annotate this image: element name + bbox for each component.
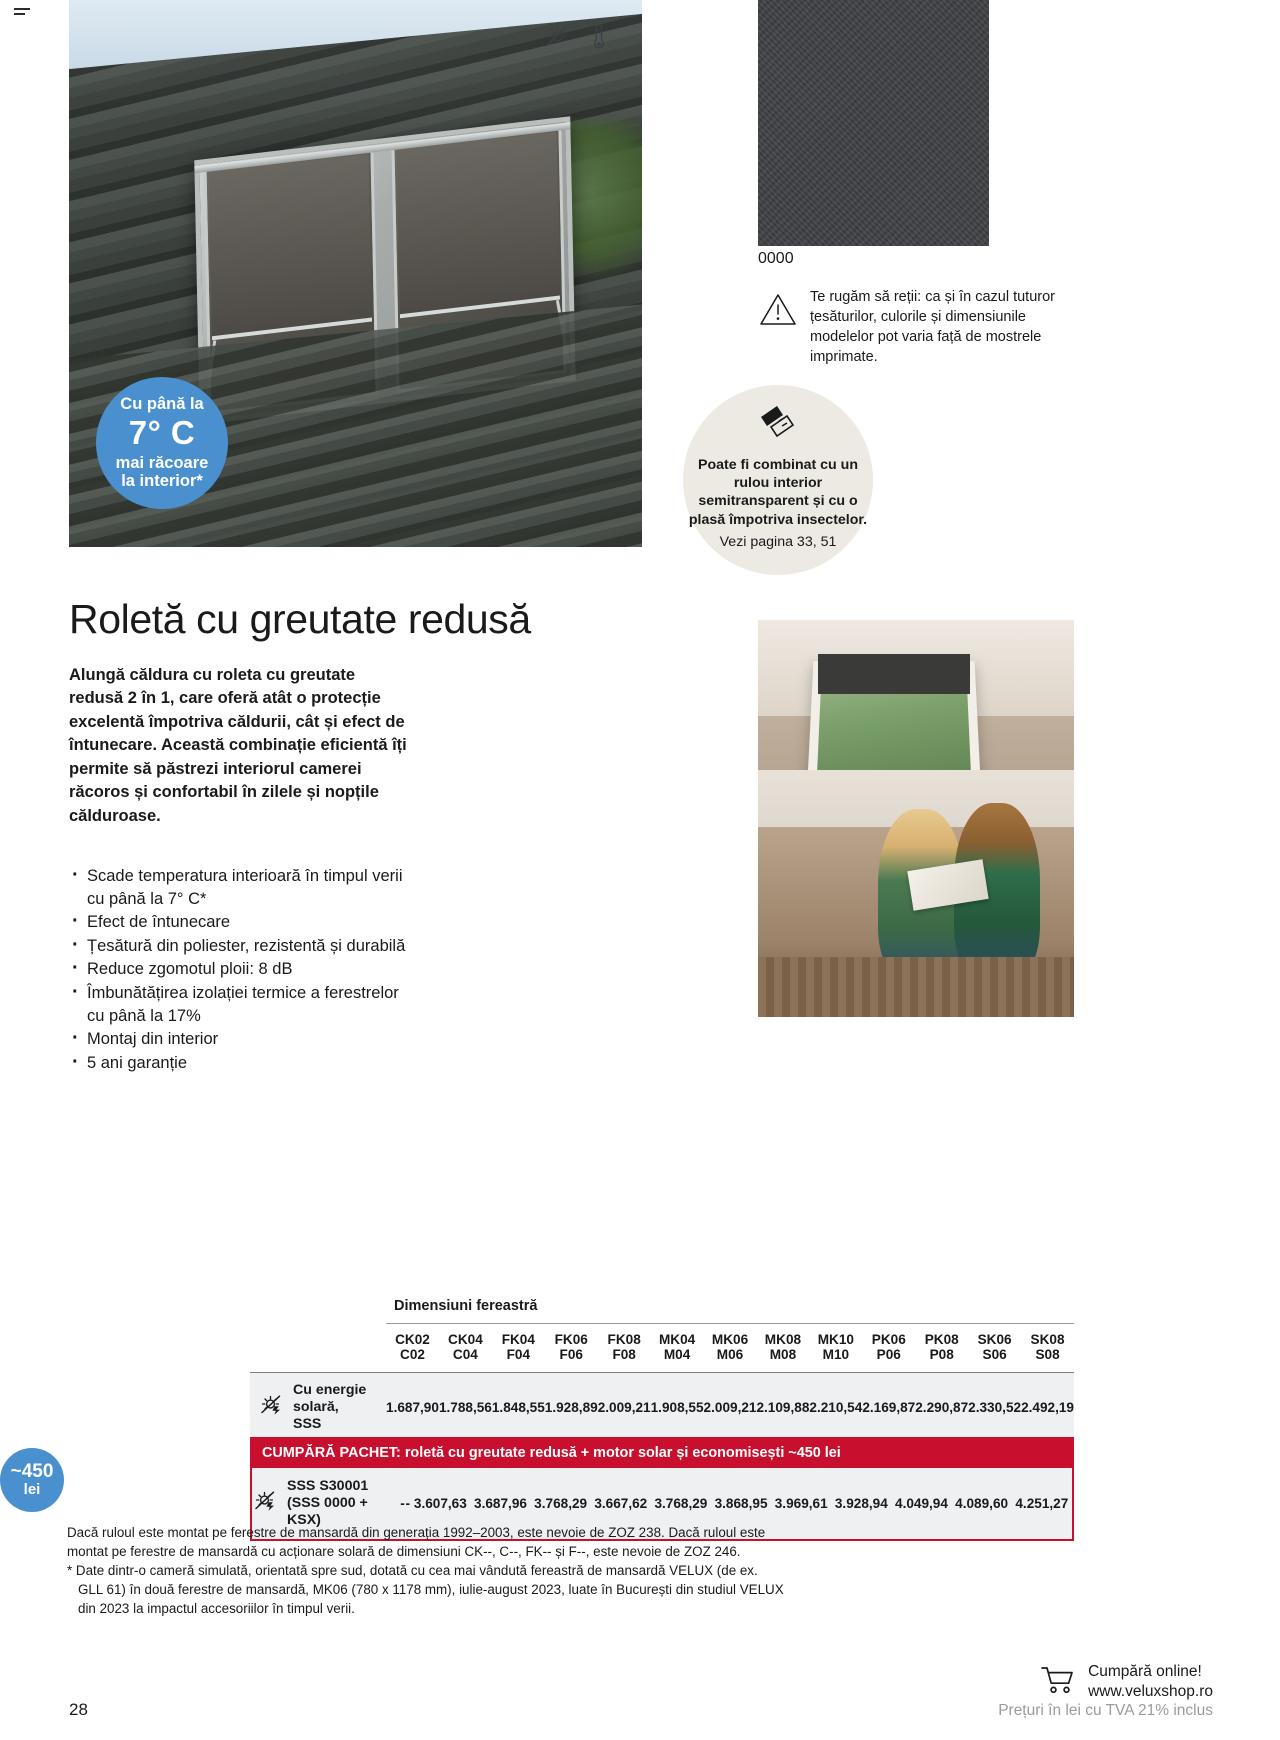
price-cell: 2.009,21 bbox=[598, 1373, 651, 1443]
promo-banner-text: CUMPĂRĂ PACHET: roletă cu greutate redusă + motor solar și economisești ~450 lei bbox=[252, 1439, 1072, 1468]
table-header-row bbox=[250, 1325, 1074, 1373]
warning-triangle-icon bbox=[758, 288, 798, 367]
column-header: MK06 M06 bbox=[711, 1331, 749, 1363]
price-cell: 2.009,21 bbox=[704, 1373, 757, 1443]
dimensions-title: Dimensiuni fereastră bbox=[394, 1298, 538, 1314]
price-cell: 1.788,56 bbox=[439, 1373, 492, 1443]
column-header: PK08 P08 bbox=[924, 1331, 959, 1363]
price-cell: 3.667,62 bbox=[594, 1496, 648, 1512]
combination-note-link[interactable]: Vezi pagina 33, 51 bbox=[719, 533, 837, 550]
list-item: · Reduce zgomotul ploii: 8 dB bbox=[69, 958, 414, 981]
shop-line-1: Cumpără online! bbox=[1088, 1663, 1202, 1680]
row-label-line1: Cu energie solară, bbox=[293, 1382, 367, 1416]
badge-line-4: la interior* bbox=[121, 472, 203, 491]
combination-note-text: Poate fi combinat cu un rulou interior semitransparent și cu o plasă împotriva insectelor. bbox=[688, 457, 868, 528]
swatch-code: 0000 bbox=[758, 250, 794, 267]
price-cell: 3.768,29 bbox=[654, 1496, 708, 1512]
solar-energy-icon bbox=[258, 1393, 284, 1422]
column-header: FK08 F08 bbox=[607, 1331, 641, 1363]
footnote-line: din 2023 la impactul accesoriilor în timpul verii. bbox=[78, 1601, 355, 1617]
solar-energy-icon bbox=[252, 1489, 278, 1518]
footnotes bbox=[67, 1523, 867, 1618]
list-item: · Efect de întunecare bbox=[69, 911, 414, 934]
price-cell: 1.928,89 bbox=[545, 1373, 598, 1443]
price-cell: 3.607,63 bbox=[413, 1496, 467, 1512]
price-cell: - bbox=[405, 1496, 410, 1512]
badge-line-2: 7° C bbox=[128, 413, 196, 451]
price-cell: 3.969,61 bbox=[774, 1496, 828, 1512]
row-label-line2: SSS bbox=[293, 1416, 322, 1433]
list-item: · Țesătură din poliester, rezistentă și durabilă bbox=[69, 935, 414, 958]
fabric-disclaimer bbox=[758, 288, 1078, 367]
vat-note: Prețuri în lei cu TVA 21% inclus bbox=[998, 1702, 1213, 1719]
column-header: MK04 M04 bbox=[658, 1331, 696, 1363]
table-row bbox=[250, 1373, 1074, 1443]
price-cell: 4.089,60 bbox=[955, 1496, 1009, 1512]
feature-list bbox=[69, 865, 414, 1075]
price-cell: 1.848,55 bbox=[492, 1373, 545, 1443]
column-header: SK06 S06 bbox=[977, 1331, 1012, 1363]
savings-badge bbox=[0, 1448, 64, 1512]
price-cell: 2.330,52 bbox=[968, 1373, 1021, 1443]
footnote-line: GLL 61) în două ferestre de mansardă, MK06 (780 x 1178 mm), iulie-august 2023, luate în București din studiul VELUX bbox=[78, 1582, 784, 1598]
price-cell: 1.908,55 bbox=[651, 1373, 704, 1443]
shopping-cart-icon bbox=[1040, 1665, 1076, 1700]
price-cell: 2.210,54 bbox=[809, 1373, 862, 1443]
price-cell: 4.049,94 bbox=[895, 1496, 948, 1512]
footnote-line: * Date dintr-o cameră simulată, orientată spre sud, dotată cu cea mai vândută fereastră de mansardă VELUX (de ex. bbox=[67, 1563, 758, 1579]
lifestyle-photo bbox=[758, 620, 1074, 1017]
price-cell: 3.687,96 bbox=[474, 1496, 527, 1512]
price-cell: 4.251,27 bbox=[1015, 1496, 1069, 1512]
price-cell: 2.492,19 bbox=[1021, 1373, 1074, 1443]
column-header: SK08 S08 bbox=[1030, 1331, 1065, 1363]
shop-online-link[interactable] bbox=[1040, 1662, 1213, 1702]
footnote-line: Dacă ruloul este montat pe ferestre de mansardă din generația 1992–2003, este nevoie de ZOZ 238. Dacă ruloul este bbox=[67, 1525, 766, 1540]
column-header: CK04 C04 bbox=[448, 1331, 483, 1363]
menu-icon[interactable] bbox=[14, 8, 30, 18]
fabric-disclaimer-text: Te rugăm să reții: ca și în cazul tuturor țesăturilor, culorile și dimensiunile modelelor pot varia față de mostrele imprimate. bbox=[810, 289, 1055, 365]
savings-unit: lei bbox=[23, 1481, 41, 1499]
column-header: MK10 M10 bbox=[817, 1331, 854, 1363]
layered-blinds-icon bbox=[757, 403, 799, 448]
price-cell: 1.687,90 bbox=[386, 1373, 439, 1443]
column-header: CK02 C02 bbox=[395, 1331, 430, 1363]
fabric-swatch bbox=[758, 0, 989, 246]
temperature-badge bbox=[96, 377, 228, 509]
promo-label-line2: (SSS 0000 + KSX) bbox=[287, 1495, 368, 1529]
list-item: · Îmbunătățirea izolației termice a ferestrelor cu până la 17% bbox=[69, 982, 414, 1027]
price-cell: 3.768,29 bbox=[534, 1496, 588, 1512]
shop-line-2[interactable]: www.veluxshop.ro bbox=[1088, 1683, 1213, 1701]
sun-blocking-icon bbox=[543, 24, 569, 50]
column-header: FK04 F04 bbox=[501, 1331, 535, 1363]
price-cell: 2.290,87 bbox=[915, 1373, 968, 1443]
price-cell: 2.169,87 bbox=[862, 1373, 915, 1443]
hero-product-photo bbox=[69, 0, 642, 547]
column-header: MK08 M08 bbox=[764, 1331, 802, 1363]
savings-amount: ~450 bbox=[10, 1461, 54, 1483]
page-number: 28 bbox=[69, 1700, 88, 1719]
column-header: FK06 F06 bbox=[554, 1331, 588, 1363]
list-item: · 5 ani garanție bbox=[69, 1052, 414, 1075]
price-cell: 3.928,94 bbox=[834, 1496, 888, 1512]
list-item: · Montaj din interior bbox=[69, 1028, 414, 1051]
column-header: PK06 P06 bbox=[871, 1331, 906, 1363]
combination-note-badge bbox=[683, 385, 873, 575]
thermometer-icon bbox=[591, 22, 607, 52]
article-lead: Alungă căldura cu roleta cu greutate redusă 2 în 1, care oferă atât o protecție excelentă împotriva căldurii, cât și efect de întunecare. Această combinație eficientă îți permite să păstrezi interiorul camerei răcoros și confortabil în zilele și nopțile călduroase. bbox=[69, 666, 407, 825]
footnote-line: montat pe ferestre de mansardă cu acționare solară de dimensiuni CK--, C--, FK-- și F--, este nevoie de ZOZ 246. bbox=[67, 1544, 741, 1560]
badge-line-1: Cu până la bbox=[120, 395, 204, 414]
row-label bbox=[250, 1373, 386, 1443]
price-cell: 3.868,95 bbox=[714, 1496, 768, 1512]
price-cell: - bbox=[400, 1496, 405, 1512]
price-table bbox=[250, 1298, 1074, 1443]
badge-line-3: mai răcoare bbox=[115, 453, 209, 472]
price-cell: 2.109,88 bbox=[756, 1373, 809, 1443]
promo-label-line1: SSS S30001 bbox=[287, 1478, 369, 1494]
list-item: · Scade temperatura interioară în timpul verii cu până la 7° C* bbox=[69, 865, 414, 910]
page-title: Roletă cu greutate redusă bbox=[69, 596, 531, 642]
hero-feature-icons bbox=[543, 22, 607, 52]
